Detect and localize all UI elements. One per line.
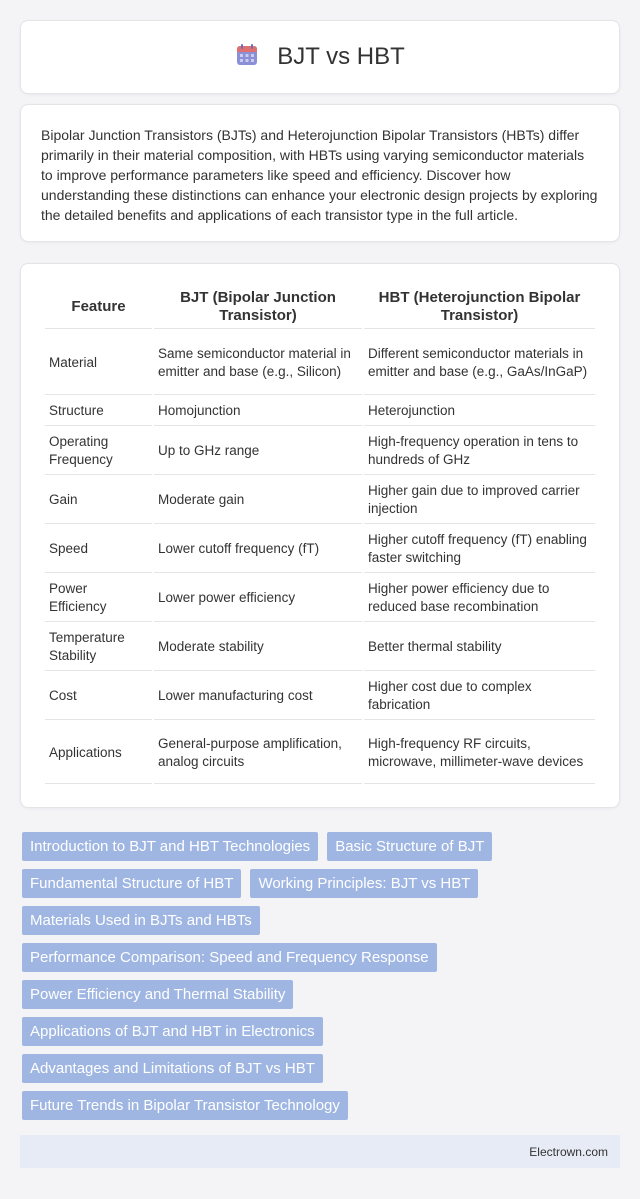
tag-row (22, 1054, 622, 1083)
intro-card (20, 104, 620, 242)
table-row (45, 477, 595, 524)
page-title: BJT vs HBT (277, 43, 405, 70)
tag-row (22, 869, 622, 898)
cell-bjt: Up to GHz range (154, 428, 362, 475)
cell-hbt: Heterojunction (364, 397, 595, 426)
table-row (45, 397, 595, 426)
cell-feature: Material (45, 331, 152, 395)
tag-row (22, 980, 622, 1009)
comparison-table (43, 283, 597, 786)
cell-bjt: Homojunction (154, 397, 362, 426)
cell-feature: Gain (45, 477, 152, 524)
table-header-row (45, 285, 595, 329)
topic-tag[interactable]: Materials Used in BJTs and HBTs (22, 906, 260, 935)
header-bjt: BJT (Bipolar Junction Transistor) (154, 285, 362, 329)
table-row (45, 673, 595, 720)
cell-bjt: General-purpose amplification, analog circuits (154, 722, 362, 784)
intro-text: Bipolar Junction Transistors (BJTs) and Heterojunction Bipolar Transistors (HBTs) differ primarily in their material composition, with HBTs using varying semiconductor materials to improve performance parameters like speed and efficiency. Discover how understanding these distinctions can enhance your electronic design projects by exploring the detailed benefits and applications of each transistor type in the full article. (41, 127, 598, 223)
cell-bjt: Moderate stability (154, 624, 362, 671)
footer (20, 1135, 620, 1168)
cell-hbt: Higher cost due to complex fabrication (364, 673, 595, 720)
topic-tag[interactable]: Applications of BJT and HBT in Electronics (22, 1017, 323, 1046)
topic-tag[interactable]: Performance Comparison: Speed and Frequency Response (22, 943, 437, 972)
calendar-icon (235, 43, 259, 71)
cell-hbt: Higher cutoff frequency (fT) enabling faster switching (364, 526, 595, 573)
table-row (45, 575, 595, 622)
cell-hbt: Better thermal stability (364, 624, 595, 671)
cell-feature: Applications (45, 722, 152, 784)
topic-tag[interactable]: Basic Structure of BJT (327, 832, 492, 861)
cell-bjt: Moderate gain (154, 477, 362, 524)
cell-hbt: Different semiconductor materials in emitter and base (e.g., GaAs/InGaP) (364, 331, 595, 395)
cell-bjt: Lower manufacturing cost (154, 673, 362, 720)
tag-row (22, 943, 622, 972)
table-row (45, 331, 595, 395)
cell-feature: Temperature Stability (45, 624, 152, 671)
cell-hbt: High-frequency RF circuits, microwave, millimeter-wave devices (364, 722, 595, 784)
header-hbt: HBT (Heterojunction Bipolar Transistor) (364, 285, 595, 329)
cell-bjt: Lower cutoff frequency (fT) (154, 526, 362, 573)
header-feature: Feature (45, 285, 152, 329)
comparison-card (20, 263, 620, 808)
topic-tag[interactable]: Introduction to BJT and HBT Technologies (22, 832, 318, 861)
footer-site: Electrown.com (529, 1144, 608, 1159)
cell-bjt: Lower power efficiency (154, 575, 362, 622)
cell-bjt: Same semiconductor material in emitter and base (e.g., Silicon) (154, 331, 362, 395)
table-row (45, 526, 595, 573)
title-wrap (235, 43, 405, 71)
tag-row (22, 832, 622, 861)
cell-feature: Operating Frequency (45, 428, 152, 475)
table-row (45, 722, 595, 784)
cell-hbt: Higher power efficiency due to reduced base recombination (364, 575, 595, 622)
table-row (45, 624, 595, 671)
topic-tag[interactable]: Fundamental Structure of HBT (22, 869, 241, 898)
topic-tag[interactable]: Future Trends in Bipolar Transistor Technology (22, 1091, 348, 1120)
cell-feature: Cost (45, 673, 152, 720)
cell-feature: Speed (45, 526, 152, 573)
topic-tag[interactable]: Working Principles: BJT vs HBT (250, 869, 478, 898)
tag-row (22, 1017, 622, 1046)
tag-row (22, 1091, 622, 1120)
cell-hbt: High-frequency operation in tens to hundreds of GHz (364, 428, 595, 475)
topic-tags (22, 832, 622, 1128)
table-row (45, 428, 595, 475)
cell-feature: Structure (45, 397, 152, 426)
title-card (20, 20, 620, 94)
cell-feature: Power Efficiency (45, 575, 152, 622)
tag-row (22, 906, 622, 935)
topic-tag[interactable]: Advantages and Limitations of BJT vs HBT (22, 1054, 323, 1083)
topic-tag[interactable]: Power Efficiency and Thermal Stability (22, 980, 293, 1009)
cell-hbt: Higher gain due to improved carrier injection (364, 477, 595, 524)
